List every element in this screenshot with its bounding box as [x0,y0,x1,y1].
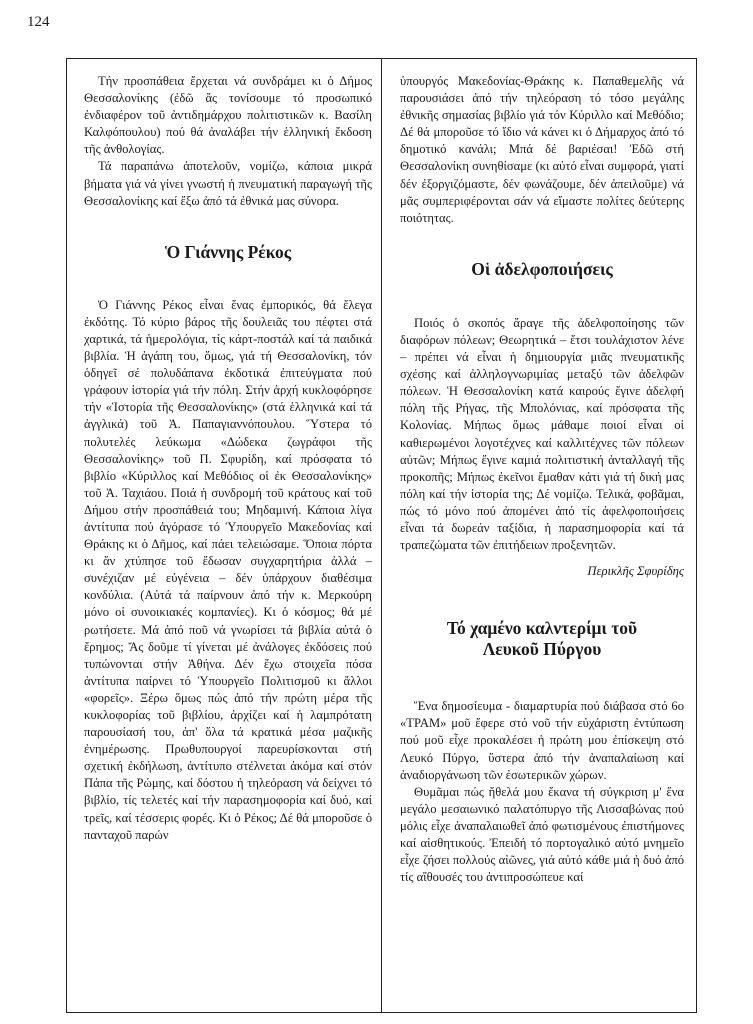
author-signature: Περικλῆς Σφυρίδης [587,564,684,579]
left-intro-paragraph-2: Τά παραπάνω ἀποτελοῦν, νομίζω, κάποια μικρά βήματα γιά νά γίνει γνωστή ἡ πνευματική παραγωγή τῆς Θεσσαλονίκης καί ἔξω ἀπό τά ἐθνικά μας σύνορα. [84,159,372,208]
page-number: 124 [27,14,50,30]
section-heading-cobblestone: Τό χαμένο καλντερίμι τοῦ Λευκοῦ Πύργου [446,618,638,660]
column-divider [381,58,382,1013]
rekos-paragraph: Ὁ Γιάννης Ρέκος εἶναι ἕνας ἐμπορικός, θά ἔλεγα ἐκδότης. Τό κύριο βάρος τῆς δουλειᾶς του πέφτει στά χαρτικά, τά ἡμερολόγια, τίς κάρτ-ποστάλ καί τά παιδικά βιβλία. Ἡ ἀγάπη του, ὅμως, γιά τή Θεσσαλονίκη, τόν ὁδηγεῖ σέ πολυδάπανα ἐκδοτικά ἐπιτεύγματα πού γράφουν ἱστορία γιά τήν πόλη. Στήν ἀρχή κυκλοφόρησε τήν «Ἱστορία τῆς Θεσσαλονίκης» (στά ἑλληνικά καί τά ἀγγλικά) τοῦ Ἀ. Παπαγιαννόπουλου. Ὕστερα τό πολυτελές λεύκωμα «Δώδεκα ζωγράφοι τῆς Θεσσαλονίκης» τοῦ Π. Σφυρίδη, καί πρόσφατα τό βιβλίο «Κύριλλος καί Μεθόδιος οἱ ἐκ Θεσσαλονίκης» τοῦ Ἀ. Ταχιάου. Ποιά ἡ συνδρομή τοῦ κράτους καί τοῦ Δήμου στήν προσπάθειά του; Μηδαμινή. Κάποια λίγα ἀντίτυπα πού ἀγόρασε τό Ὑπουργεῖο Μακεδονίας καί Θράκης κι ὁ Δῆμος, καί πάει τελειώσαμε. Ὅποια πόρτα κι ἄν χτύπησε τοῦ ἔδωσαν συγχαρητήρια ἀλλά – συνέχιζαν μέ εὐγένεια – δέν ὑπάρχουν διαθέσιμα κονδύλια. (Αὐτά τά παίρνουν ἀπό τήν κ. Μερκούρη μόνο οἱ συνοικιακές κομπανίες). Κι ὁ κόσμος; θά μέ ρωτήσετε. Μά ἀπό ποῦ νά γνωρίσει τά βιβλία αὐτά ὁ ἔρημος; Ἄς δοῦμε τί γίνεται μέ ἀνάλογες ἐκδόσεις πού τυπώνονται στήν Ἀθήνα. Δέν ἔχω στοιχεῖα πόσα ἀντίτυπα παίρνει τό Ὑπουργεῖο Πολιτισμοῦ κι ἄλλοι «φορεῖς». Ξέρω ὅμως πώς ἀπό τήν πρώτη μέρα τῆς κυκλοφορίας τοῦ βιβλίου, ἀρχίζει καί ἡ λαμπρότατη παρουσίασή του, ἀπ' ὅλα τά κρατικά μέσα μαζικῆς ἐνημέρωσης. Πρωθυπουργοί παρευρίσκονται στή σχετική ἐκδήλωση, ἀντίτυπο στέλνεται ἀκόμα καί στόν Πάπα τῆς Ρώμης, καί δόστου ἡ τηλεόραση νά δείχνει τό βιβλίο, τίς τελετές καί τήν παρασημοφορία καί δυό, καί τρεῖς, καί τέσσερις φορές. Κι ὁ Ρέκος; Δέ θά μποροῦσε ὁ πανταχοῦ παρών [84,297,372,842]
right-intro-paragraph: ὑπουργός Μακεδονίας-Θράκης κ. Παπαθεμελῆς νά παρουσιάσει ἀπό τήν τηλεόραση τό τόσο μεγάλης ἐθνικῆς σημασίας βιβλίο γιά τόν Κύριλλο καί Μεθόδιο; Δέ θά μποροῦσε τό ἴδιο νά κάνει κι ὁ Δήμαρχος ἀπό τό δημοτικό κανάλι; Μπά δέ βαριέσαι! Ἐδῶ στή Θεσσαλονίκη συνηθίσαμε (κι αὐτό εἶναι συμφορά, γιατί δέν ἐξοργιζόμαστε, δέν φωνάζουμε, δέν ἀπειλοῦμε) νά μᾶς συμπεριφέρονται σάν νά εἴμαστε πολίτες δεύτερης ποιότητας. [400,74,684,225]
cobblestone-paragraph-2: Θυμᾶμαι πώς ἤθελά μου ἔκανα τή σύγκριση μ' ἕνα μεγάλο μεσαιωνικό παλατόπυργο τῆς Λισσαβώνας πού μόλις εἶχε ἀναπαλαιωθεῖ ἀπό φωτισμένους ἐπιστήμονες καί αἰσθητικούς. Ἐπειδή τό πορτογαλικό αὐτό μνημεῖο εἶχε ζήσει πολλούς αἰῶνες, γιά αὐτό κάθε μιά ἡ δυό ἀπό τίς αἴθουσές του ἀντιπροσώπευε καί [400,784,684,885]
left-intro-paragraph-1: Τήν προσπάθεια ἔρχεται νά συνδράμει κι ὁ Δήμος Θεσσαλονίκης (ἐδῶ ἄς τονίσουμε τό προσωπικό ἐνδιαφέρον τοῦ ἀντιδημάρχου πολιτιστικῶν κ. Βασίλη Καλφόπουλου) πού θά ἀναλάβει τήν ἑλληνική ἔκδοση τῆς ἀνθολογίας. [84,74,372,157]
twinning-paragraph: Ποιός ὁ σκοπός ἄραγε τῆς ἀδελφοποίησης τῶν διαφόρων πόλεων; Θεωρητικά – ἔτσι τουλάχιστον λένε – πρέπει νά εἶναι ἡ δημιουργία μιᾶς πνευματικῆς σχέσης καί ἀλληλογνωριμίας μεταξύ τῶν ἀδελφῶν πόλεων. Ἡ Θεσσαλονίκη κατά καιρούς ἔγινε ἀδελφή πόλη τῆς Ρήγας, τῆς Μπολόνιας, καί πρόσφατα τῆς Κολονίας. Μήπως ὅμως μάθαμε ποιοί εἶναι οἱ καθιερωμένοι λογοτέχνες καί καλλιτέχνες τῶν πόλεων αὐτῶν; Μήπως ἔγινε καμιά πολιτιστική ἀνταλλαγή τῆς προκοπῆς; Μήπως ἐκεῖνοι ἔμαθαν κάτι γιά τή δική μας πόλη καί τήν ἱστορία της; Δέ νομίζω. Τελικά, φοβᾶμαι, πώς τό μόνο πού ἀπομένει ἀπό τίς ἀφελφοποιήσεις εἶναι τά δωρεάν ταξίδια, ἡ παρασημοφορία καί τά τραπεζώματα τῶν ἐπιτήδειων προξενητῶν. [400,315,684,553]
cobblestone-paragraph-1: Ἕνα δημοσίευμα - διαμαρτυρία πού διάβασα στό 6ο «ΤΡΑΜ» μοῦ ἔφερε στό νοῦ τήν εὐχάριστη ἐντύπωση πού μοῦ εἶχε προκαλέσει ἡ πρώτη μου ἐπίσκεψη στό Λευκό Πύργο, ὕστερα ἀπό τήν ἀναπαλαίωση καί ἀναδιοργάνωση τῶν ἐσωτερικῶν χώρων. [400,699,684,782]
right-column [400,73,684,886]
left-column [84,73,372,844]
section-heading-twinning: Οἱ ἀδελφοποιήσεις [471,258,613,279]
section-heading-rekos: Ὁ Γιάννης Ρέκος [164,241,292,262]
